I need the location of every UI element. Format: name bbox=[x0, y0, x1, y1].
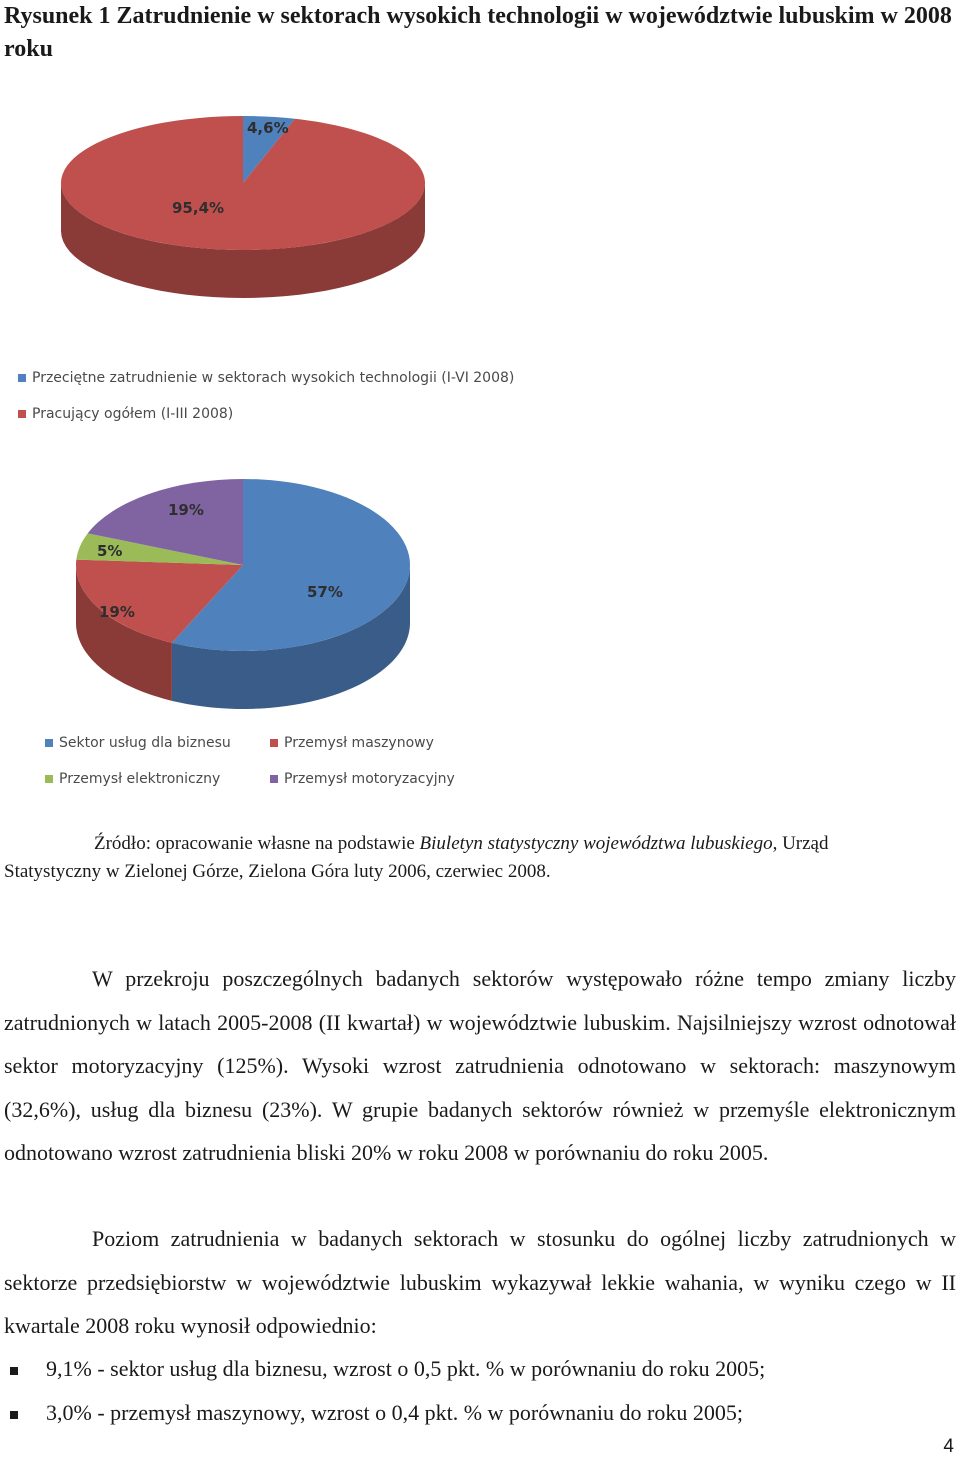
legend-label: Przeciętne zatrudnienie w sektorach wysokich technologii (I-VI 2008) bbox=[32, 370, 515, 386]
legend-item-electronics bbox=[45, 771, 220, 787]
legend-item-machinery bbox=[270, 735, 434, 751]
bullet-item-2 bbox=[10, 1398, 743, 1428]
page-number: 4 bbox=[943, 1436, 954, 1457]
pie-slice-label: 4,6% bbox=[247, 119, 289, 137]
legend-label: Pracujący ogółem (I-III 2008) bbox=[32, 406, 234, 422]
legend-swatch bbox=[45, 775, 53, 783]
figure-title: Rysunek 1 Zatrudnienie w sektorach wysokich technologii w województwie lubuskim w 2008 roku bbox=[4, 3, 952, 62]
paragraph-1 bbox=[4, 957, 956, 1175]
source-prefix: Źródło: opracowanie własne na podstawie bbox=[94, 833, 420, 854]
legend-item-business-services bbox=[45, 735, 231, 751]
pie-slice-label: 95,4% bbox=[172, 199, 225, 217]
pie-slice-label: 19% bbox=[168, 501, 204, 519]
source-suffix: , Urząd bbox=[772, 833, 829, 854]
legend-label: Przemysł elektroniczny bbox=[59, 771, 221, 787]
legend-item-automotive bbox=[270, 771, 455, 787]
bullet-square-icon bbox=[10, 1367, 18, 1375]
legend-swatch bbox=[45, 739, 53, 747]
paragraph-2-text: Poziom zatrudnienia w badanych sektorach w stosunku do ogólnej liczby zatrudnionych w sektorze przedsiębiorstw w województwie lubuskim wykazywał lekkie wahania, w wyniku czego w II kwartale 2008 roku wynosił odpowiednio: bbox=[4, 1226, 956, 1338]
source-title: Biuletyn statystyczny województwa lubuskiego bbox=[419, 833, 773, 854]
bullet-square-icon bbox=[10, 1411, 18, 1419]
legend-swatch bbox=[270, 739, 278, 747]
legend-label: Sektor usług dla biznesu bbox=[59, 735, 231, 751]
pie-slice-label: 19% bbox=[99, 603, 135, 621]
bullet-item-1 bbox=[10, 1354, 765, 1384]
legend-label: Przemysł motoryzacyjny bbox=[284, 771, 455, 787]
paragraph-2 bbox=[4, 1217, 956, 1348]
source-line-2: Statystyczny w Zielonej Górze, Zielona Góra luty 2006, czerwiec 2008. bbox=[4, 861, 551, 882]
legend-swatch bbox=[270, 775, 278, 783]
pie-slice-label: 5% bbox=[97, 542, 123, 560]
legend-label: Przemysł maszynowy bbox=[284, 735, 434, 751]
pie-slice-label: 57% bbox=[307, 583, 343, 601]
bullet-text: 9,1% - sektor usług dla biznesu, wzrost o 0,5 pkt. % w porównaniu do roku 2005; bbox=[46, 1356, 766, 1381]
paragraph-1-text: W przekroju poszczególnych badanych sektorów występowało różne tempo zmiany liczby zatrudnionych w latach 2005-2008 (II kwartał) w województwie lubuskim. Najsilniejszy wzrost odnotował sektor motoryzacyjny (125%). Wysoki wzrost zatrudnienia odnotowano w sektorach: maszynowym (32,6%), usług dla biznesu (23%). W grupie badanych sektorów również w przemyśle elektronicznym odnotowano wzrost zatrudnienia bliski 20% w roku 2008 w porównaniu do roku 2005. bbox=[4, 966, 956, 1165]
bullet-text: 3,0% - przemysł maszynowy, wzrost o 0,4 pkt. % w porównaniu do roku 2005; bbox=[46, 1400, 743, 1425]
figure-source bbox=[4, 830, 954, 886]
